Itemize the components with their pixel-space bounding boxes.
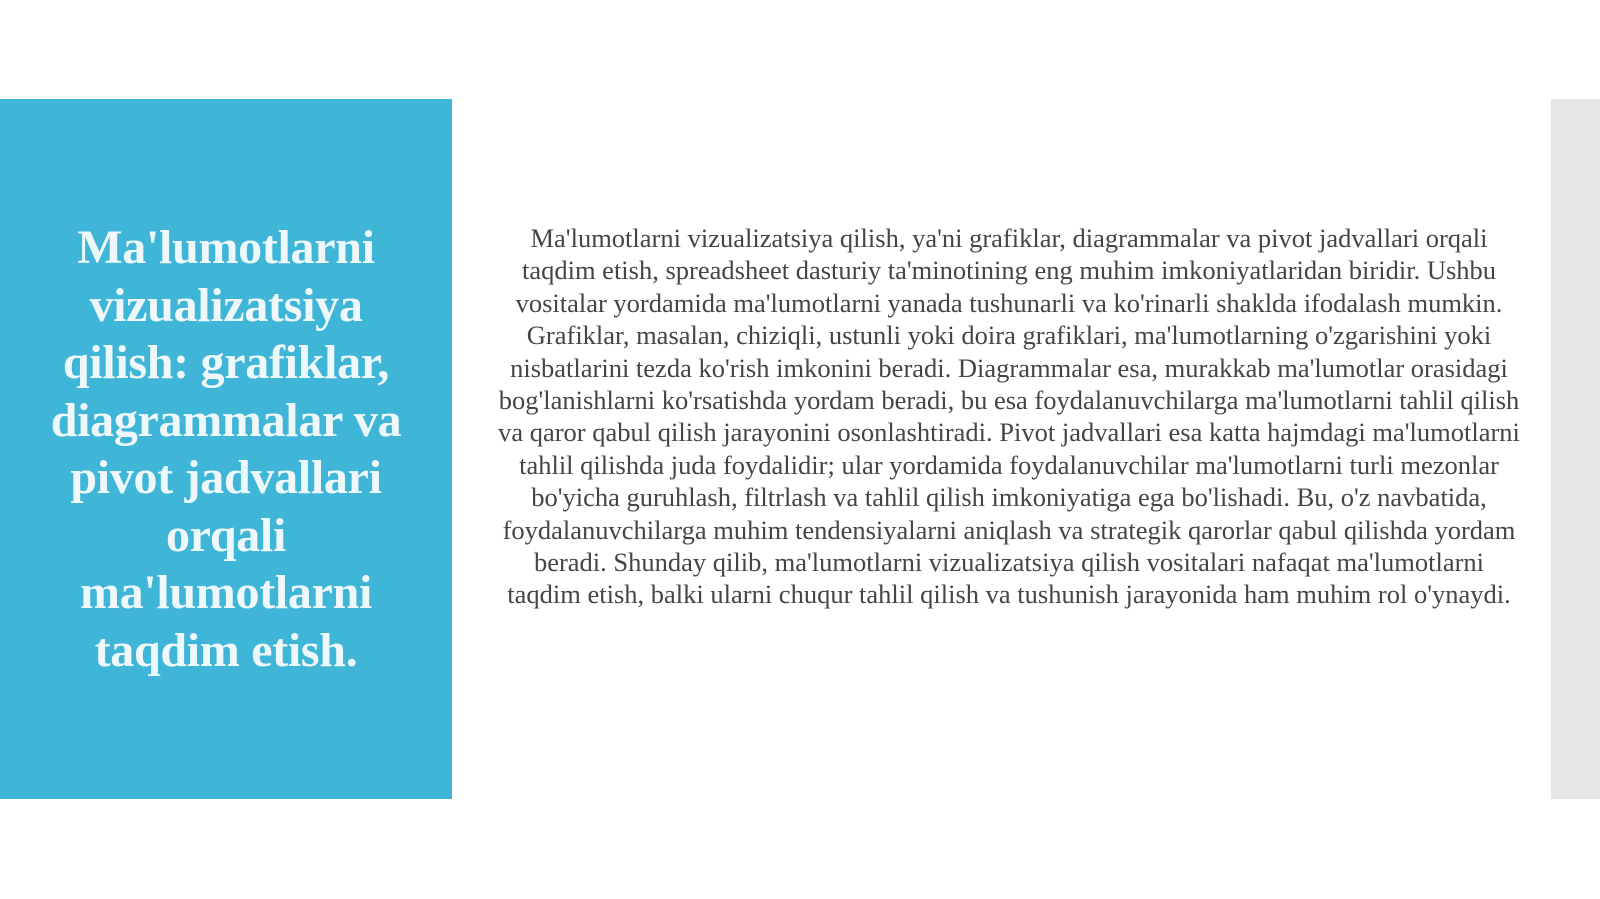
body-paragraph: Ma'lumotlarni vizualizatsiya qilish, ya'ni grafiklar, diagrammalar va pivot jadvallari orqali taqdim etish, spreadsheet dasturiy ta'minotining eng muhim imkoniyatlaridan biridir. Ushbu vositalar yordamida ma'lumotlarni yanada tushunarli va ko'rinarli shaklda ifodalash mumkin. Grafiklar, masalan, chiziqli, ustunli yoki doira grafiklari, ma'lumotlarning o'zgarishini yoki nisbatlarini tezda ko'rish imkonini beradi. Diagrammalar esa, murakkab ma'lumotlar orasidagi bog'lanishlarni ko'rsatishda yordam beradi, bu esa foydalanuvchilarga ma'lumotlarni tahlil qilish va qaror qabul qilish jarayonini osonlashtiradi. Pivot jadvallari esa katta hajmdagi ma'lumotlarni tahlil qilishda juda foydalidir; ular yordamida foydalanuvchilar ma'lumotlarni turli mezonlar bo'yicha guruhlash, filtrlash va tahlil qilish imkoniyatiga ega bo'lishadi. Bu, o'z navbatida, foydalanuvchilarga muhim tendensiyalarni aniqlash va strategik qarorlar qabul qilishda yordam beradi. Shunday qilib, ma'lumotlarni vizualizatsiya qilish vositalari nafaqat ma'lumotlarni taqdim etish, balki ularni chuqur tahlil qilish va tushunish jarayonida ham muhim rol o'ynaydi.	[498, 223, 1520, 610]
body-container	[496, 222, 1522, 611]
title-panel	[0, 99, 452, 799]
slide-title: Ma'lumotlarni vizualizatsiya qilish: grafiklar, diagrammalar va pivot jadvallari orqali ma'lumotlarni taqdim etish.	[50, 221, 402, 677]
side-strip	[1551, 99, 1600, 799]
